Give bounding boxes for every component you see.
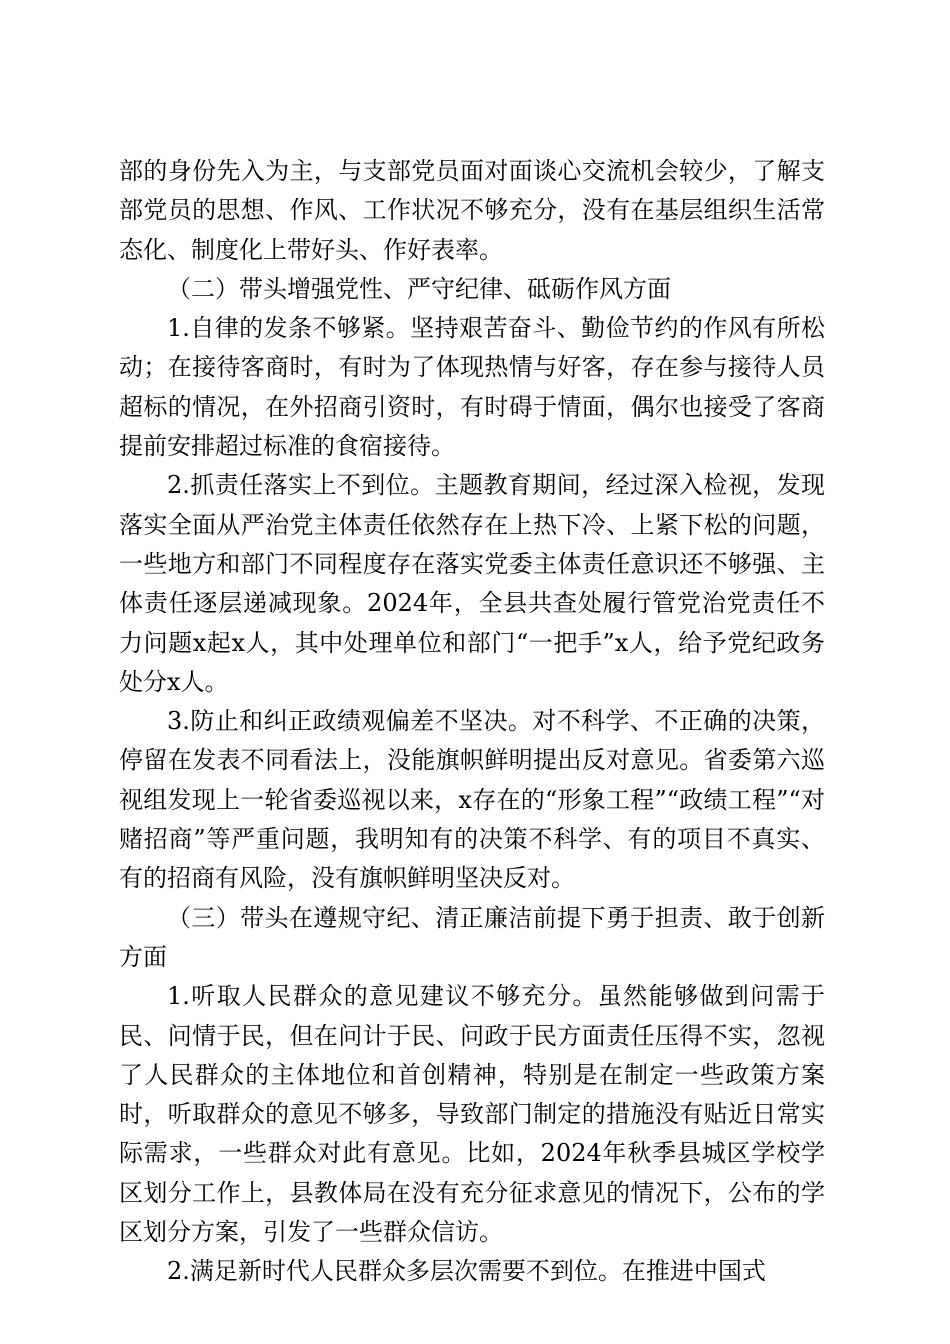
paragraph-continued: 部的身份先入为主，与支部党员面对面谈心交流机会较少，了解支部党员的思想、作风、工作状况不够充分，没有在基层组织生活常态化、制度化上带好头、作好表率。 [119, 157, 825, 264]
section-heading-2: （二）带头增强党性、严守纪律、砥砺作风方面 [167, 274, 671, 303]
document-body [119, 152, 825, 1292]
paragraph-item-2-1: 1.自律的发条不够紧。坚持艰苦奋斗、勤俭节约的作风有所松动；在接待客商时，有时为了体现热情与好客，存在参与接待人员超标的情况，在外招商引资时，有时碍于情面，偶尔也接受了客商提前安排超过标准的食宿接待。 [119, 314, 825, 461]
paragraph-item-2-3: 3.防止和纠正政绩观偏差不坚决。对不科学、不正确的决策，停留在发表不同看法上，没能旗帜鲜明提出反对意见。省委第六巡视组发现上一轮省委巡视以来，x存在的“形象工程”“政绩工程”“对赌招商”等严重问题，我明知有的决策不科学、有的项目不真实、有的招商有风险，没有旗帜鲜明坚决反对。 [119, 707, 825, 893]
paragraph-item-3-2: 2.满足新时代人民群众多层次需要不到位。在推进中国式 [167, 1257, 766, 1286]
paragraph-item-3-1: 1.听取人民群众的意见建议不够充分。虽然能够做到问需于民、问情于民，但在问计于民、问政于民方面责任压得不实，忽视了人民群众的主体地位和首创精神，特别是在制定一些政策方案时，听取群众的意见不够多，导致部门制定的措施没有贴近日常实际需求，一些群众对此有意见。比如，2024年秋季县城区学校学区划分工作上，县教体局在没有充分征求意见的情况下，公布的学区划分方案，引发了一些群众信访。 [119, 982, 825, 1247]
paragraph-item-2-2: 2.抓责任落实上不到位。主题教育期间，经过深入检视，发现落实全面从严治党主体责任依然存在上热下冷、上紧下松的问题，一些地方和部门不同程度存在落实党委主体责任意识还不够强、主体责任逐层递减现象。2024年，全县共查处履行管党治党责任不力问题x起x人，其中处理单位和部门“一把手”x人，给予党纪政务处分x人。 [119, 471, 825, 696]
section-heading-3: （三）带头在遵规守纪、清正廉洁前提下勇于担责、敢于创新方面 [119, 903, 825, 971]
